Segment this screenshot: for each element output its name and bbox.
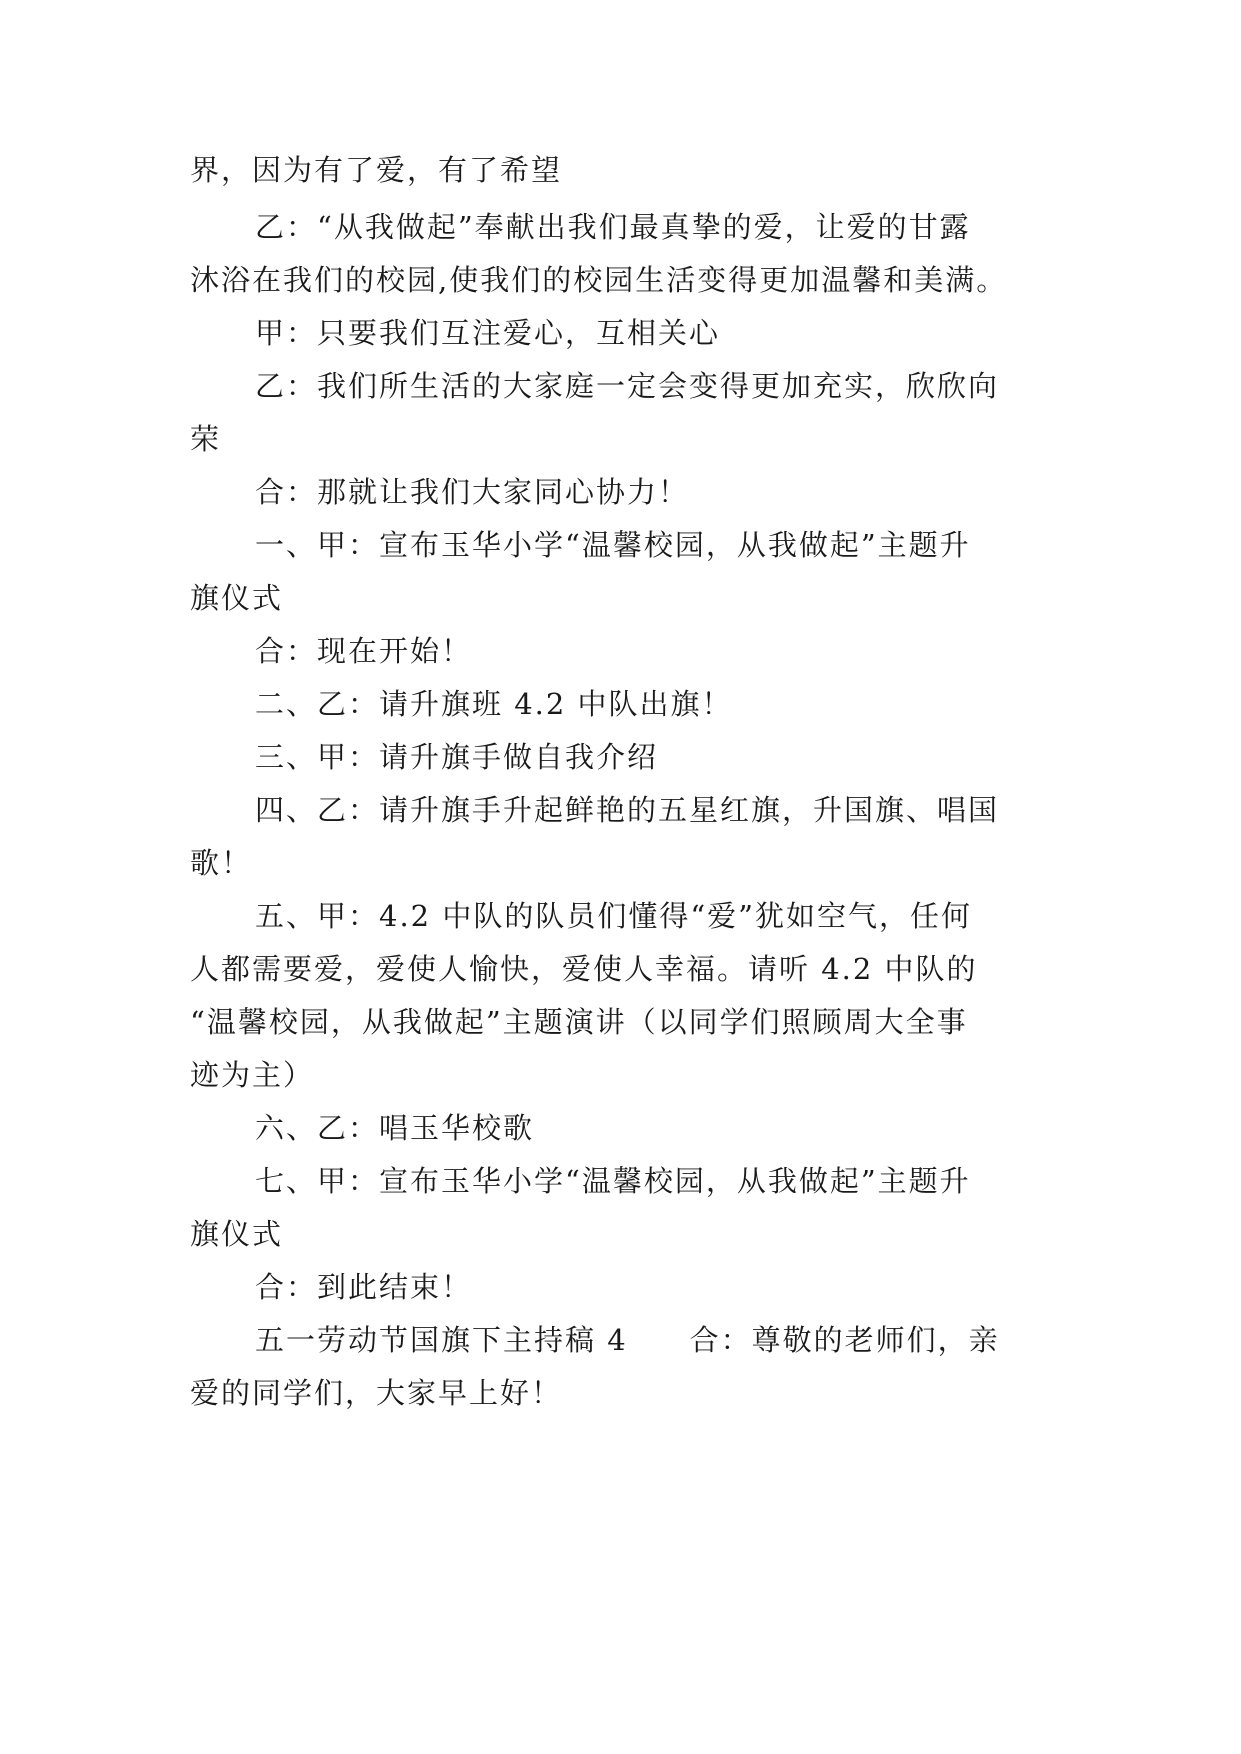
text-line: “温馨校园，从我做起”主题演讲（以同学们照顾周大全事 [190, 1005, 968, 1039]
text-line: 五一劳动节国旗下主持稿 4 合：尊敬的老师们，亲 [255, 1323, 1000, 1357]
text-line: 合：现在开始！ [255, 634, 473, 668]
text-line: 人都需要爱，爱使人愉快，爱使人幸福。请听 4.2 中队的 [190, 952, 978, 986]
text-line: 三、甲：请升旗手做自我介绍 [255, 740, 659, 774]
text-line: 甲：只要我们互注爱心，互相关心 [255, 316, 721, 350]
text-line: 五、甲：4.2 中队的队员们懂得“爱”犹如空气，任何 [255, 899, 972, 933]
text-line: 六、乙：唱玉华校歌 [255, 1111, 535, 1145]
text-line: 迹为主） [190, 1058, 315, 1092]
text-line: 四、乙：请升旗手升起鲜艳的五星红旗，升国旗、唱国 [255, 793, 1000, 827]
text-line: 荣 [190, 422, 222, 456]
text-line: 乙：“从我做起”奉献出我们最真挚的爱，让爱的甘露 [255, 210, 971, 244]
text-line: 界，因为有了爱，有了希望 [190, 153, 563, 187]
text-line: 旗仪式 [190, 1217, 284, 1251]
text-line: 七、甲：宣布玉华小学“温馨校园，从我做起”主题升 [255, 1164, 971, 1198]
text-line: 旗仪式 [190, 581, 284, 615]
text-line: 乙：我们所生活的大家庭一定会变得更加充实，欣欣向 [255, 369, 1000, 403]
text-line: 合：那就让我们大家同心协力！ [255, 475, 690, 509]
text-line: 合：到此结束！ [255, 1270, 473, 1304]
text-line: 一、甲：宣布玉华小学“温馨校园，从我做起”主题升 [255, 528, 971, 562]
text-line: 二、乙：请升旗班 4.2 中队出旗！ [255, 687, 733, 721]
text-line: 沐浴在我们的校园,使我们的校园生活变得更加温馨和美满。 [190, 263, 1008, 297]
text-line: 爱的同学们，大家早上好！ [190, 1376, 563, 1410]
text-line: 歌！ [190, 846, 253, 880]
